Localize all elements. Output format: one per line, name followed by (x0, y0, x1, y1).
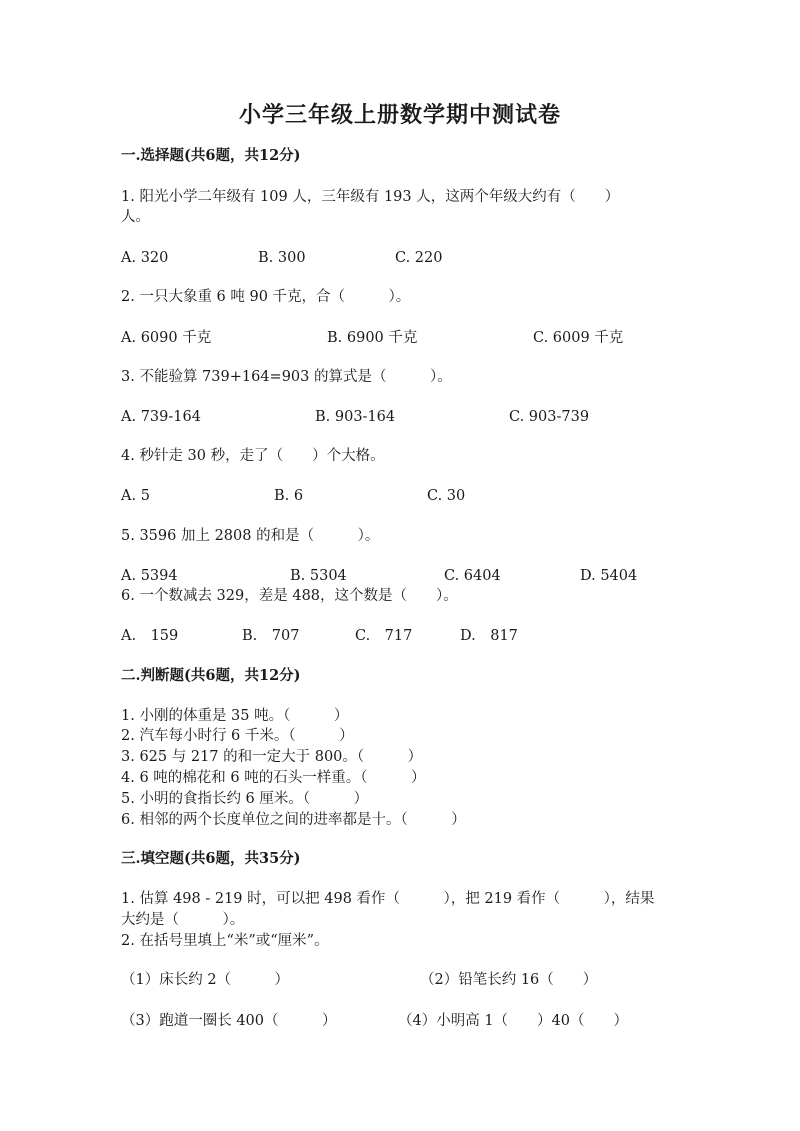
option-a: A. 159 (121, 628, 179, 644)
question-text: 人。 (121, 209, 150, 225)
option-b: B. 903-164 (315, 409, 396, 425)
option-c: C. 220 (395, 250, 443, 266)
question-text: 4. 秒针走 30 秒，走了（ ）个大格。 (121, 448, 385, 464)
question-text: 5. 3596 加上 2808 的和是（ ）。 (121, 528, 380, 544)
option-a: A. 5 (121, 488, 150, 504)
option-c: C. 6009 千克 (533, 330, 624, 346)
fill-item: （4）小明高 1（ ）40（ ） (398, 1013, 629, 1029)
option-c: C. 30 (427, 488, 466, 504)
judge-item: 5. 小明的食指长约 6 厘米。（ ） (121, 791, 369, 807)
section-heading-judge: 二.判断题(共6题，共12分) (121, 667, 301, 684)
option-d: D. 817 (460, 628, 518, 644)
judge-item: 6. 相邻的两个长度单位之间的进率都是十。（ ） (121, 812, 466, 828)
fill-item: （2）铅笔长约 16（ ） (420, 972, 598, 988)
judge-item: 4. 6 吨的棉花和 6 吨的石头一样重。（ ） (121, 770, 426, 786)
judge-item: 2. 汽车每小时行 6 千米。（ ） (121, 728, 354, 744)
option-b: B. 5304 (290, 568, 347, 584)
question-text: 大约是（ ）。 (121, 912, 245, 928)
question-text: 2. 在括号里填上“米”或“厘米”。 (121, 933, 329, 949)
section-heading-fill: 三.填空题(共6题，共35分) (121, 850, 301, 867)
option-b: B. 707 (242, 628, 300, 644)
option-b: B. 6900 千克 (327, 330, 418, 346)
question-text: 2. 一只大象重 6 吨 90 千克，合（ ）。 (121, 289, 411, 305)
option-a: A. 320 (121, 250, 169, 266)
question-text: 6. 一个数减去 329，差是 488，这个数是（ ）。 (121, 588, 458, 604)
question-text: 1. 估算 498 - 219 时，可以把 498 看作（ ），把 219 看作（ ），结果 (121, 891, 655, 907)
judge-item: 1. 小刚的体重是 35 吨。（ ） (121, 708, 349, 724)
option-c: C. 6404 (444, 568, 501, 584)
fill-item: （1）床长约 2（ ） (121, 972, 290, 988)
option-b: B. 6 (274, 488, 304, 504)
page-title: 小学三年级上册数学期中测试卷 (238, 102, 561, 128)
section-heading-choice: 一.选择题(共6题，共12分) (121, 147, 301, 164)
option-c: C. 717 (355, 628, 413, 644)
option-a: A. 6090 千克 (121, 330, 212, 346)
question-text: 1. 阳光小学二年级有 109 人，三年级有 193 人，这两个年级大约有（ ） (121, 189, 620, 205)
option-b: B. 300 (258, 250, 306, 266)
option-a: A. 739-164 (121, 409, 201, 425)
option-a: A. 5394 (121, 568, 178, 584)
question-text: 3. 不能验算 739+164=903 的算式是（ ）。 (121, 369, 452, 385)
judge-item: 3. 625 与 217 的和一定大于 800。（ ） (121, 749, 423, 765)
option-c: C. 903-739 (509, 409, 590, 425)
fill-item: （3）跑道一圈长 400（ ） (121, 1013, 337, 1029)
option-d: D. 5404 (580, 568, 638, 584)
